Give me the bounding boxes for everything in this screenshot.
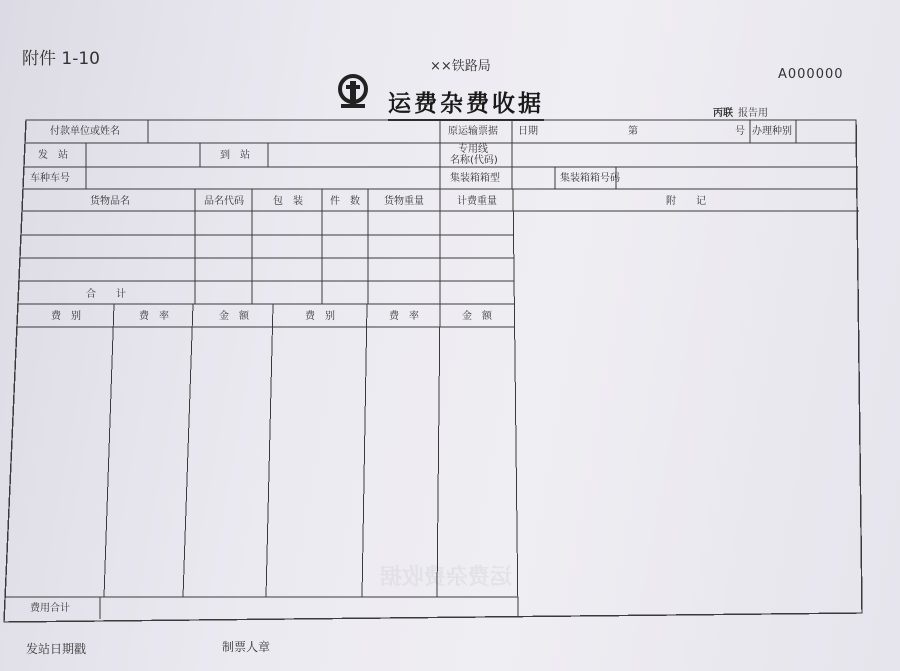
bleed-through-text: 运费杂费收据 bbox=[380, 565, 513, 590]
packaging-header: 包 装 bbox=[273, 196, 303, 207]
destination-station-label: 到 站 bbox=[220, 150, 250, 161]
goods-name-header: 货物品名 bbox=[90, 196, 130, 207]
goods-weight-header: 货物重量 bbox=[384, 196, 424, 207]
handling-type-label: 办理种别 bbox=[752, 126, 792, 137]
original-ticket-label: 原运输票据 bbox=[448, 126, 498, 137]
piece-count-header: 件 数 bbox=[330, 196, 360, 207]
fee-total-label: 费用合计 bbox=[30, 603, 70, 614]
copy-label: 丙联 bbox=[713, 108, 733, 119]
goods-total-label: 合 计 bbox=[86, 289, 126, 300]
issuer-seal-label: 制票人章 bbox=[222, 640, 271, 654]
amount-header-2: 金 额 bbox=[462, 311, 492, 322]
siding-label-line2: 名称(代码) bbox=[450, 155, 498, 166]
fee-type-header-1: 费 别 bbox=[51, 311, 81, 322]
siding-label-line1: 专用线 bbox=[458, 144, 488, 155]
attachment-number: 附件 1-10 bbox=[22, 49, 100, 69]
container-number-label: 集装箱箱号码 bbox=[560, 173, 620, 184]
origin-date-stamp-label: 发站日期戳 bbox=[26, 642, 87, 656]
container-type-label: 集装箱箱型 bbox=[450, 173, 500, 184]
goods-code-header: 品名代码 bbox=[204, 196, 244, 207]
origin-station-label: 发 站 bbox=[38, 150, 68, 161]
railway-bureau: ××铁路局 bbox=[430, 59, 491, 74]
page-title: 运费杂费收据 bbox=[388, 85, 544, 121]
ticket-no-suffix: 号 bbox=[735, 126, 745, 137]
wagon-number-label: 车种车号 bbox=[30, 173, 70, 184]
charged-weight-header: 计费重量 bbox=[457, 196, 497, 207]
date-label: 日期 bbox=[518, 126, 538, 137]
serial-number: A000000 bbox=[778, 67, 844, 82]
fee-rate-header-2: 费 率 bbox=[389, 311, 419, 322]
payer-label: 付款单位或姓名 bbox=[50, 126, 120, 137]
remarks-header: 附 记 bbox=[666, 196, 706, 207]
fee-rate-header-1: 费 率 bbox=[139, 311, 169, 322]
amount-header-1: 金 额 bbox=[219, 311, 249, 322]
copy-use: 报告用 bbox=[738, 108, 768, 119]
ticket-no-prefix: 第 bbox=[628, 126, 638, 137]
fee-type-header-2: 费 别 bbox=[305, 311, 335, 322]
